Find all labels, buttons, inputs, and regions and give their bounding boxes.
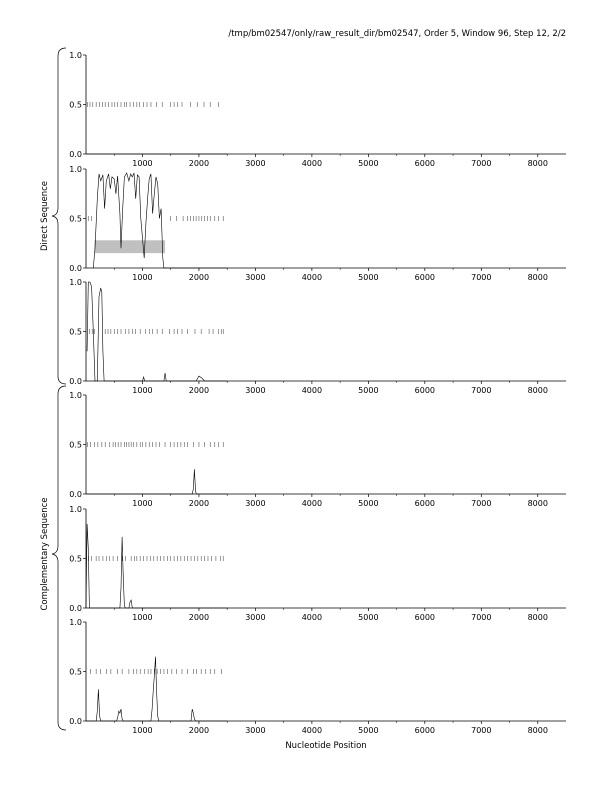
x-tick-label: 7000 <box>471 499 492 508</box>
y-tick-label: 0.5 <box>69 667 82 677</box>
y-tick-label: 0.0 <box>69 377 82 386</box>
x-tick-label: 1000 <box>132 726 153 735</box>
x-tick-label: 4000 <box>301 273 323 282</box>
x-tick-label: 6000 <box>414 386 436 395</box>
y-tick-label: 0.5 <box>69 214 82 224</box>
x-tick-label: 5000 <box>358 386 379 395</box>
x-tick-label: 6000 <box>414 273 436 282</box>
panel-3 <box>69 278 566 395</box>
complementary-sequence-label: Complementary Sequence <box>40 497 50 611</box>
x-tick-label: 3000 <box>245 499 266 508</box>
x-tick-label: 4000 <box>301 499 323 508</box>
panel-5 <box>69 505 566 622</box>
x-tick-label: 2000 <box>188 613 210 622</box>
x-tick-label: 4000 <box>301 159 323 168</box>
x-tick-label: 8000 <box>527 273 548 282</box>
x-tick-label: 2000 <box>188 499 210 508</box>
x-tick-label: 6000 <box>414 159 436 168</box>
direct-sequence-bracket <box>52 48 66 384</box>
x-tick-label: 5000 <box>358 613 379 622</box>
x-tick-label: 2000 <box>188 726 210 735</box>
x-tick-label: 1000 <box>132 386 153 395</box>
panel-1 <box>69 51 566 168</box>
panel-4 <box>69 391 566 508</box>
x-tick-label: 8000 <box>527 386 548 395</box>
x-tick-label: 8000 <box>527 726 548 735</box>
x-tick-label: 4000 <box>301 613 323 622</box>
y-tick-label: 1.0 <box>69 165 82 174</box>
x-tick-label: 7000 <box>471 273 492 282</box>
x-tick-label: 6000 <box>414 499 436 508</box>
y-tick-label: 1.0 <box>69 278 82 287</box>
panels <box>69 51 566 735</box>
x-tick-label: 2000 <box>188 273 210 282</box>
x-tick-label: 3000 <box>245 726 266 735</box>
y-tick-label: 0.0 <box>69 150 82 159</box>
x-tick-label: 6000 <box>414 726 436 735</box>
x-tick-label: 5000 <box>358 499 379 508</box>
orf-highlight-box <box>94 240 165 253</box>
y-tick-label: 0.0 <box>69 604 82 613</box>
x-tick-label: 8000 <box>527 159 548 168</box>
x-tick-label: 1000 <box>132 613 153 622</box>
x-tick-label: 7000 <box>471 613 492 622</box>
x-tick-label: 7000 <box>471 159 492 168</box>
y-tick-label: 1.0 <box>69 505 82 514</box>
y-tick-label: 0.5 <box>69 554 82 564</box>
x-tick-label: 1000 <box>132 499 153 508</box>
y-tick-label: 0.5 <box>69 440 82 450</box>
y-tick-label: 0.0 <box>69 490 82 499</box>
x-tick-label: 7000 <box>471 386 492 395</box>
x-tick-label: 4000 <box>301 386 323 395</box>
x-tick-label: 6000 <box>414 613 436 622</box>
panel-6 <box>69 618 566 735</box>
x-tick-label: 8000 <box>527 499 548 508</box>
x-tick-label: 5000 <box>358 726 379 735</box>
x-tick-label: 3000 <box>245 613 266 622</box>
complementary-sequence-bracket <box>52 386 66 730</box>
figure-title: /tmp/bm02547/only/raw_result_dir/bm02547, Order 5, Window 96, Step 12, 2/2 <box>228 29 566 39</box>
x-tick-label: 5000 <box>358 273 379 282</box>
group-brackets <box>40 48 66 730</box>
y-tick-label: 1.0 <box>69 391 82 400</box>
coding-potential-line <box>86 469 227 494</box>
coding-potential-line <box>86 657 227 721</box>
x-tick-label: 3000 <box>245 273 266 282</box>
x-tick-label: 7000 <box>471 726 492 735</box>
x-tick-label: 2000 <box>188 386 210 395</box>
x-tick-label: 3000 <box>245 386 266 395</box>
y-tick-label: 0.5 <box>69 100 82 110</box>
x-tick-label: 2000 <box>188 159 210 168</box>
x-tick-label: 1000 <box>132 273 153 282</box>
x-tick-label: 4000 <box>301 726 323 735</box>
direct-sequence-label: Direct Sequence <box>40 180 50 252</box>
panel-2 <box>69 165 566 282</box>
x-axis-label: Nucleotide Position <box>285 741 367 751</box>
y-tick-label: 0.0 <box>69 264 82 273</box>
y-tick-label: 1.0 <box>69 618 82 627</box>
x-tick-label: 3000 <box>245 159 266 168</box>
y-tick-label: 0.0 <box>69 717 82 726</box>
x-tick-label: 5000 <box>358 159 379 168</box>
coding-potential-line <box>86 524 227 608</box>
y-tick-label: 1.0 <box>69 51 82 60</box>
x-tick-label: 1000 <box>132 159 153 168</box>
y-tick-label: 0.5 <box>69 327 82 337</box>
x-tick-label: 8000 <box>527 613 548 622</box>
